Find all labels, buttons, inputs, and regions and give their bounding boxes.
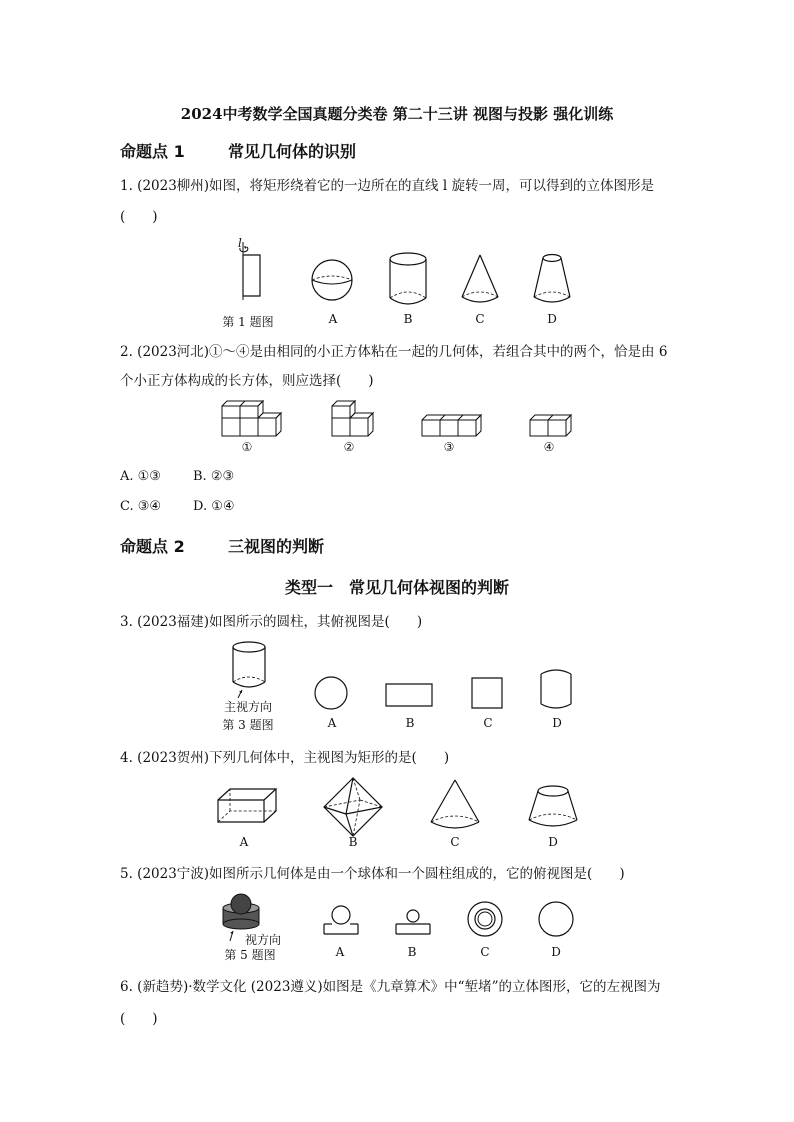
section-1-label: 命题点 1 xyxy=(120,142,185,161)
q4-option-c-label: C xyxy=(450,835,460,849)
q5-option-a-view xyxy=(321,904,363,938)
q4-option-b-label: B xyxy=(348,835,358,849)
q4-option-a-label: A xyxy=(239,835,249,849)
q1-option-c-label: C xyxy=(475,312,485,326)
q3-direction-label: 主视方向 xyxy=(223,700,272,714)
q2-figure-3-cubes xyxy=(420,414,482,440)
q2-choice-a: A. ①③ xyxy=(120,469,161,484)
question-2-text-line1: 2. (2023河北)①～④是由相同的小正方体粘在一起的几何体，若组合其中的两个，恰是由 6 xyxy=(120,344,668,360)
q5-option-b-view xyxy=(393,904,435,938)
question-6-paren: ( ) xyxy=(120,1011,158,1027)
q2-choice-b: B. ②③ xyxy=(193,469,235,484)
q1-option-b-label: B xyxy=(403,312,413,326)
q5-option-b-label: B xyxy=(407,945,417,959)
q4-option-b-octahedron xyxy=(322,776,384,838)
q3-option-c-square xyxy=(470,676,506,712)
q1-option-b-cylinder xyxy=(387,252,431,306)
question-1-paren: ( ) xyxy=(120,209,158,225)
question-2-text-line2: 个小正方体构成的长方体，则应选择( ) xyxy=(120,373,374,389)
q4-option-d-label: D xyxy=(548,835,558,849)
section-2-label: 命题点 2 xyxy=(120,537,185,556)
q1-option-a-sphere xyxy=(311,258,355,304)
q2-choice-d: D. ①④ xyxy=(193,499,235,514)
q3-option-d-label: D xyxy=(552,716,562,730)
q5-option-c-label: C xyxy=(480,945,490,959)
question-5-text: 5. (2023宁波)如图所示几何体是由一个球体和一个圆柱组成的，它的俯视图是( ) xyxy=(120,866,625,882)
q1-axis-label: l xyxy=(238,236,242,250)
q1-option-c-cone xyxy=(459,253,503,305)
q4-option-a-cuboid xyxy=(216,786,278,826)
q3-figure-caption: 第 3 题图 xyxy=(222,718,274,732)
q1-option-d-frustum xyxy=(531,252,575,306)
q5-option-a-label: A xyxy=(335,945,345,959)
q3-cylinder-figure xyxy=(228,640,272,696)
q2-figure-4-label: ④ xyxy=(543,440,555,454)
q5-option-d-circle xyxy=(537,900,577,940)
q4-option-c-cone xyxy=(428,778,484,834)
q4-option-d-frustum xyxy=(526,784,582,832)
q5-figure-caption: 第 5 题图 xyxy=(224,948,276,962)
q1-figure-caption: 第 1 题图 xyxy=(222,315,274,329)
q2-figure-2-cubes xyxy=(330,400,374,440)
q5-option-d-label: D xyxy=(551,945,561,959)
q5-direction-label: 视方向 xyxy=(244,933,281,947)
q2-figure-3-label: ③ xyxy=(443,440,455,454)
question-4-text: 4. (2023贺州)下列几何体中，主视图为矩形的是( ) xyxy=(120,750,450,766)
q2-figure-1-label: ① xyxy=(241,440,253,454)
q2-figure-1-cubes xyxy=(220,400,284,440)
q2-choice-c: C. ③④ xyxy=(120,499,162,514)
q3-option-a-circle xyxy=(314,676,350,712)
page-title: 2024中考数学全国真题分类卷 第二十三讲 视图与投影 强化训练 xyxy=(180,105,614,123)
q1-option-d-label: D xyxy=(547,312,557,326)
type-1-heading: 类型一 常见几何体视图的判断 xyxy=(284,578,509,597)
section-1-name: 常见几何体的识别 xyxy=(228,142,357,161)
section-2-name: 三视图的判断 xyxy=(228,537,325,556)
q3-option-a-label: A xyxy=(327,716,337,730)
q3-option-b-rectangle xyxy=(384,682,436,710)
q3-option-d-curved-rect xyxy=(539,666,575,712)
q2-figure-2-label: ② xyxy=(343,440,355,454)
question-1-text: 1. (2023柳州)如图，将矩形绕着它的一边所在的直线 l 旋转一周，可以得到的立体图形是 xyxy=(120,178,654,194)
q3-option-c-label: C xyxy=(483,716,493,730)
question-6-text: 6. (新趋势)·数学文化 (2023遵义)如图是《九章算术》中“堑堵”的立体图形，它的左视图为 xyxy=(120,979,661,995)
q1-option-a-label: A xyxy=(328,312,338,326)
q5-option-c-concentric-circles xyxy=(466,900,506,940)
q3-option-b-label: B xyxy=(405,716,415,730)
q2-figure-4-cubes xyxy=(528,414,574,440)
question-3-text: 3. (2023福建)如图所示的圆柱，其俯视图是( ) xyxy=(120,614,423,630)
